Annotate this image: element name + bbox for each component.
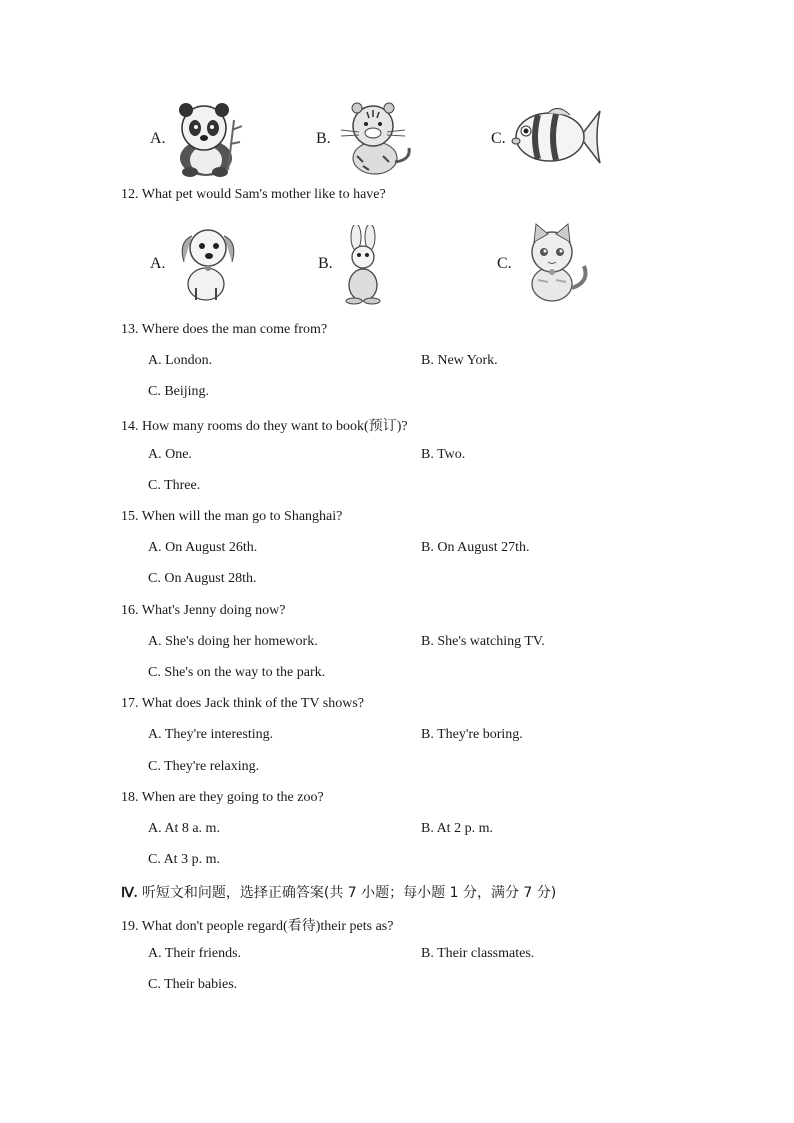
option-c[interactable]: C. Three. — [148, 478, 201, 493]
q12-option-c-letter[interactable]: C. — [497, 255, 512, 272]
panda-icon[interactable] — [168, 100, 248, 178]
question-text: 17. What does Jack think of the TV shows? — [121, 696, 365, 711]
option-a[interactable]: A. On August 26th. — [148, 540, 258, 555]
question-text: 14. How many rooms do they want to book(预订)? — [121, 419, 408, 434]
question-text: 13. Where does the man come from? — [121, 322, 328, 337]
dog-icon[interactable] — [172, 222, 242, 304]
option-c[interactable]: C. Beijing. — [148, 384, 210, 399]
option-a[interactable]: A. Their friends. — [148, 946, 242, 961]
q11-option-c-letter[interactable]: C. — [491, 130, 506, 147]
option-b[interactable]: B. They're boring. — [421, 727, 523, 742]
tiger-icon[interactable] — [333, 100, 415, 178]
q12-option-b-letter[interactable]: B. — [318, 255, 333, 272]
section-4-heading — [121, 882, 556, 902]
option-c[interactable]: C. Their babies. — [148, 977, 238, 992]
question-12-text: 12. What pet would Sam's mother like to have? — [121, 187, 386, 202]
option-b[interactable]: B. She's watching TV. — [421, 634, 545, 649]
option-b[interactable]: B. New York. — [421, 353, 498, 368]
section-4-instructions: 听短文和问题，选择正确答案(共 7 小题；每小题 1 分，满分 7 分) — [137, 885, 557, 901]
q11-option-b-letter[interactable]: B. — [316, 130, 331, 147]
question-text: 15. When will the man go to Shanghai? — [121, 509, 343, 524]
question-text: 16. What's Jenny doing now? — [121, 603, 286, 618]
fish-icon[interactable] — [510, 105, 602, 169]
rabbit-icon[interactable] — [338, 225, 388, 305]
cat-icon[interactable] — [518, 222, 592, 304]
option-c[interactable]: C. On August 28th. — [148, 571, 257, 586]
option-c[interactable]: C. At 3 p. m. — [148, 852, 220, 867]
option-c[interactable]: C. They're relaxing. — [148, 759, 260, 774]
option-a[interactable]: A. They're interesting. — [148, 727, 274, 742]
question-text: 18. When are they going to the zoo? — [121, 790, 324, 805]
option-a[interactable]: A. At 8 a. m. — [148, 821, 220, 836]
section-4-numeral: Ⅳ. — [121, 886, 138, 901]
option-a[interactable]: A. She's doing her homework. — [148, 634, 318, 649]
option-b[interactable]: B. Two. — [421, 447, 466, 462]
option-b[interactable]: B. On August 27th. — [421, 540, 530, 555]
option-b[interactable]: B. Their classmates. — [421, 946, 535, 961]
option-a[interactable]: A. London. — [148, 353, 213, 368]
q12-option-a-letter[interactable]: A. — [150, 255, 166, 272]
q11-option-a-letter[interactable]: A. — [150, 130, 166, 147]
option-b[interactable]: B. At 2 p. m. — [421, 821, 493, 836]
option-a[interactable]: A. One. — [148, 447, 192, 462]
option-c[interactable]: C. She's on the way to the park. — [148, 665, 326, 680]
question-text: 19. What don't people regard(看待)their pets as? — [121, 919, 394, 934]
